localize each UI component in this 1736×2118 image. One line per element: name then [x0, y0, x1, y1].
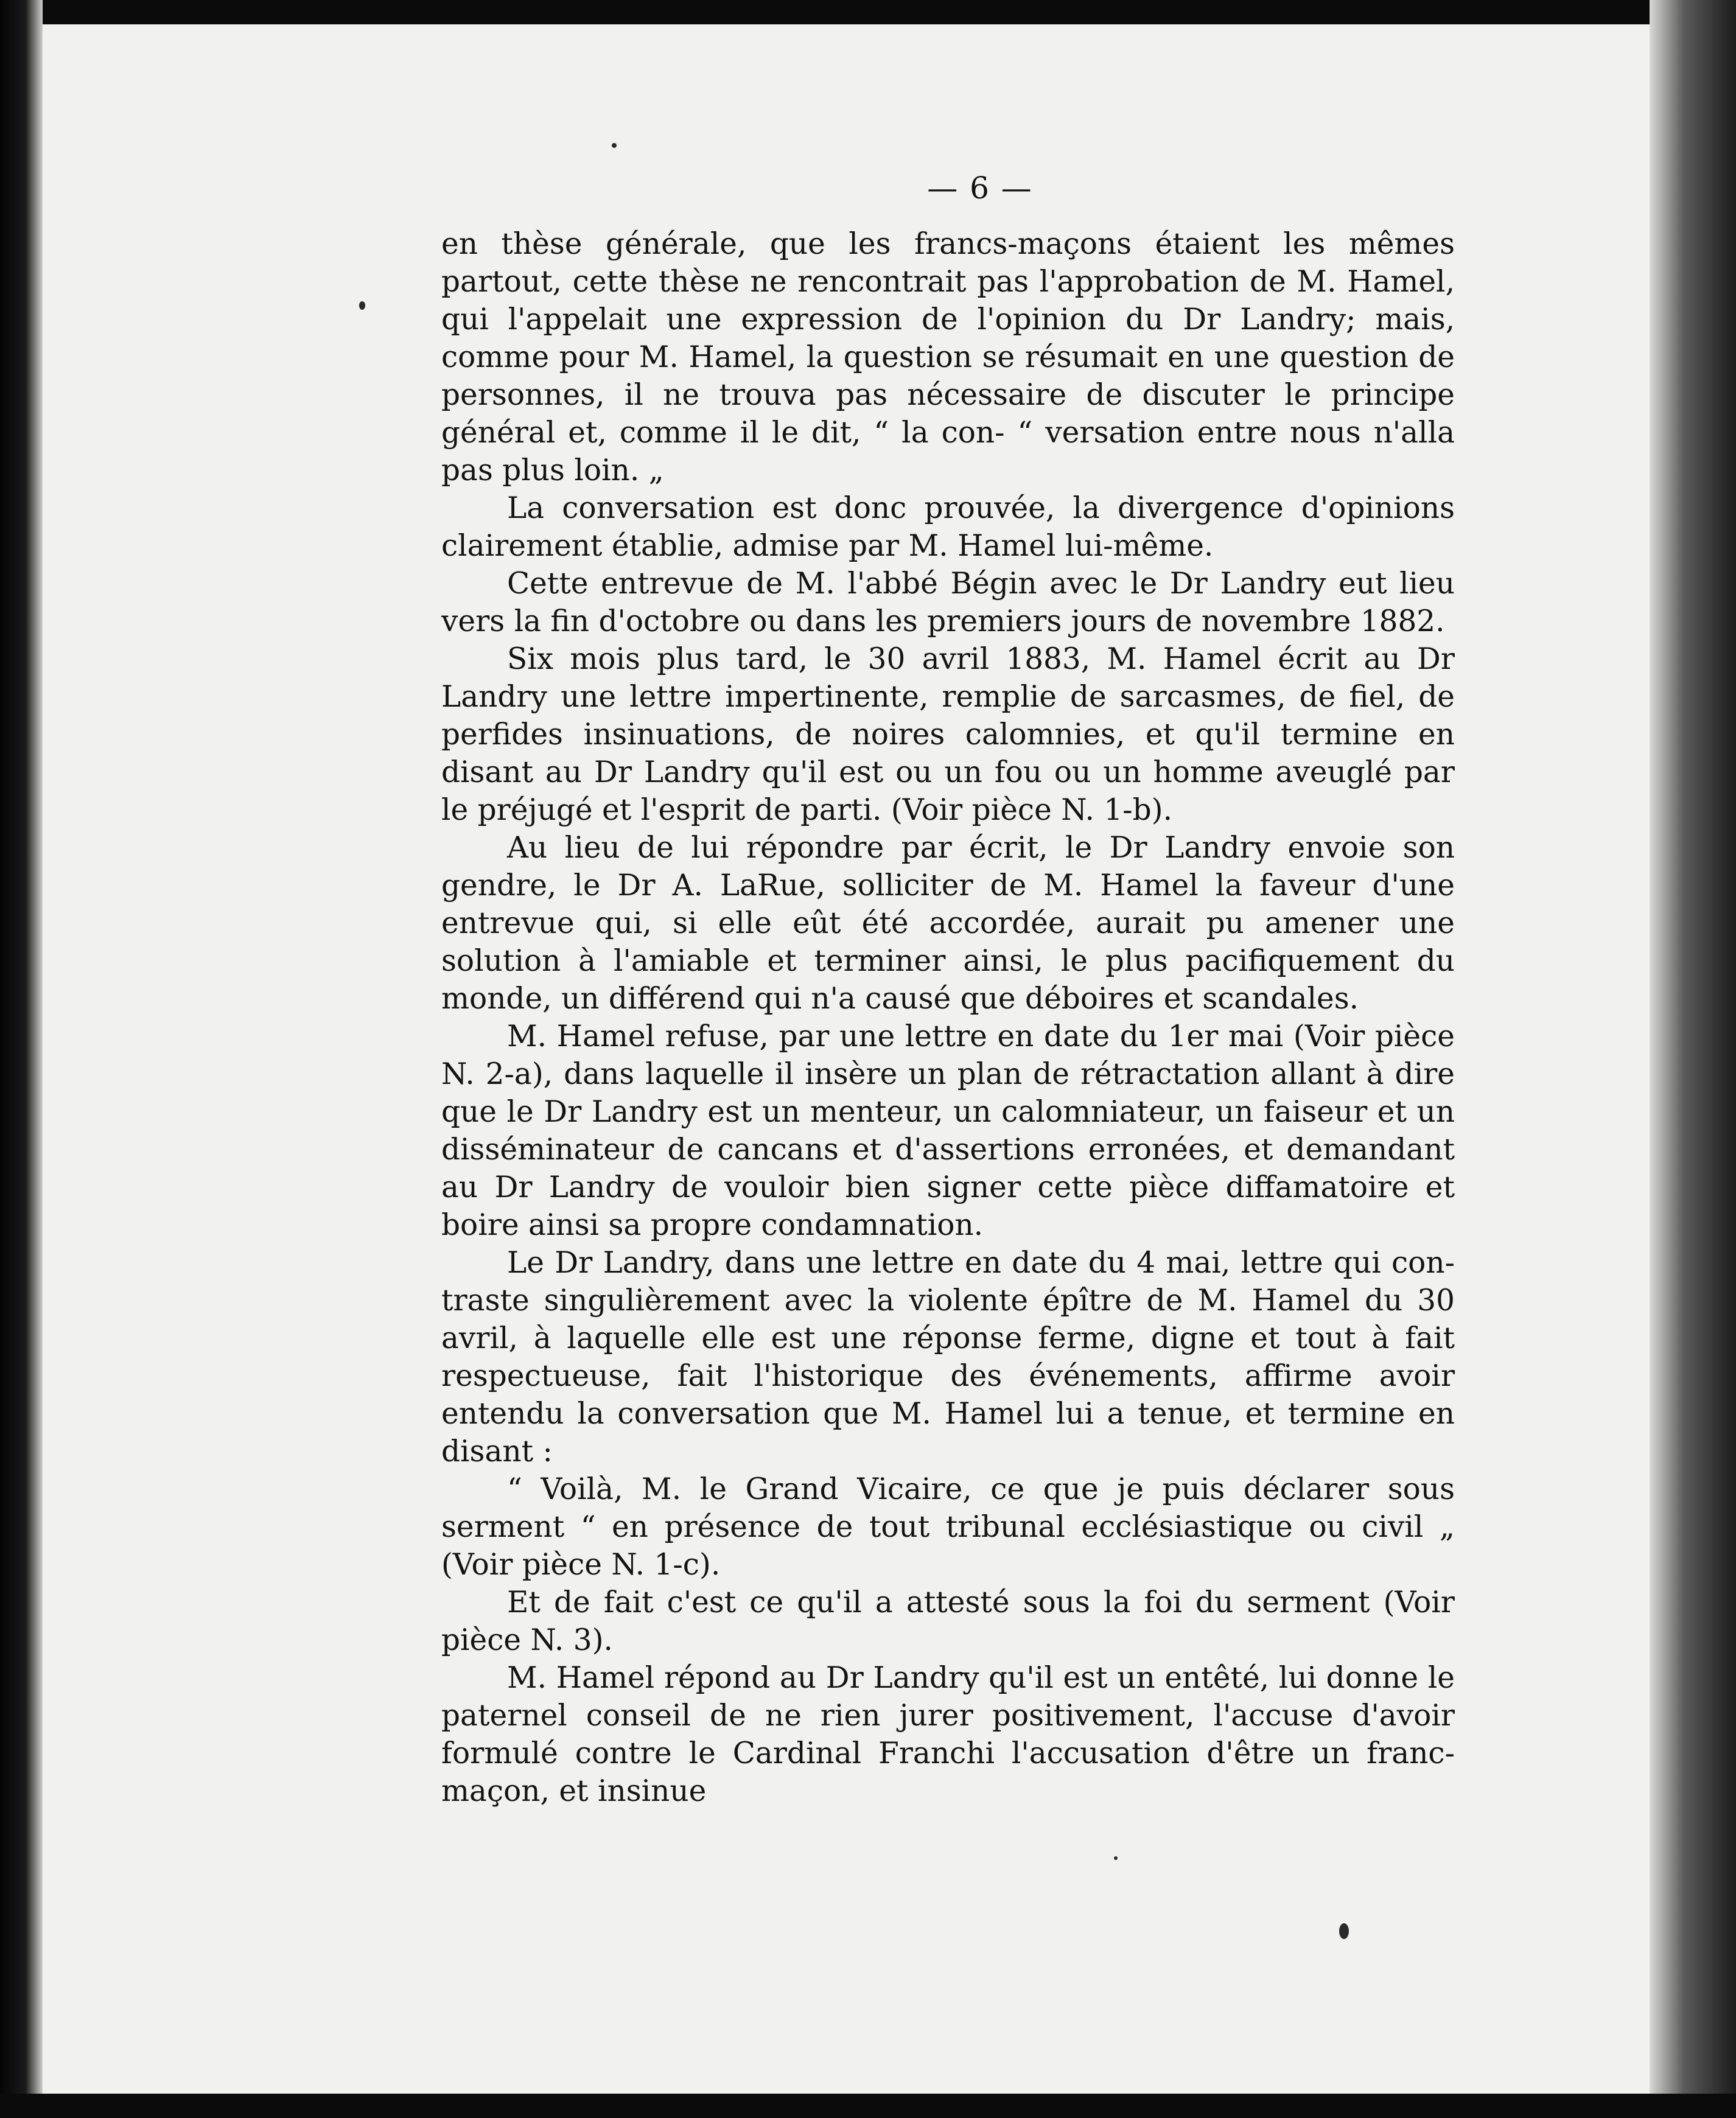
paragraph: Cette entrevue de M. l'abbé Bégin avec le Dr Landry eut lieu vers la fin d'octobre ou dans les premiers jours de novembre 1882.: [441, 567, 1455, 638]
paragraph: Le Dr Landry, dans une lettre en date du 4 mai, lettre qui contraste singulièrement avec la violente épître de M. Hamel du 30 avril, à laquelle elle est une réponse ferme, digne et tout à fait respectueuse, fait l'historique des événements, affirme avoir entendu la conversation que M. Hamel lui a tenue, et termine en disant :: [441, 1246, 1455, 1469]
page-number: — 6 —: [927, 170, 1033, 206]
print-speck: [612, 143, 617, 148]
scan-top-border: [0, 0, 1736, 24]
scan-left-border: [0, 0, 43, 2118]
paragraph: en thèse générale, que les francs-maçons étaient les mêmes partout, cette thèse ne rencontrait pas l'approbation de M. Hamel, qui l'appelait une expression de l'opinion du Dr Landry; mais, comme pour M. Hamel, la question se résumait en une question de personnes, il ne trouva pas nécessaire de discuter le principe général et, comme il le dit, “ la con- “ versation entre nous n'alla pas plus loin. „: [441, 227, 1455, 488]
paragraph: La conversation est donc prouvée, la divergence d'opinions clairement établie, admise par M. Hamel lui-même.: [441, 491, 1455, 563]
print-speck: [359, 301, 365, 310]
paragraph: Et de fait c'est ce qu'il a attesté sous la foi du serment (Voir pièce N. 3).: [441, 1585, 1455, 1657]
scan-right-border: [1650, 0, 1736, 2118]
print-speck: [1114, 1856, 1118, 1860]
paragraph: Six mois plus tard, le 30 avril 1883, M. Hamel écrit au Dr Landry une lettre impertinente, remplie de sarcasmes, de fiel, de perfides insinuations, de noires calomnies, et qu'il termine en disant au Dr Landry qu'il est ou un fou ou un homme aveuglé par le préjugé et l'esprit de parti. (Voir pièce N. 1-b).: [441, 642, 1455, 827]
paragraph: Au lieu de lui répondre par écrit, le Dr Landry envoie son gendre, le Dr A. LaRue, solliciter de M. Hamel la faveur d'une entrevue qui, si elle eût été accordée, aurait pu amener une solution à l'amiable et terminer ainsi, le plus pacifiquement du monde, un différend qui n'a causé que déboires et scandales.: [441, 831, 1455, 1016]
document-body: [441, 225, 1455, 1810]
quoted-paragraph: “ Voilà, M. le Grand Vicaire, ce que je puis déclarer sous serment “ en présence de tout tribunal ecclésiastique ou civil „ (Voir pièce N. 1-c).: [441, 1472, 1455, 1582]
print-speck: [1339, 1923, 1349, 1939]
scan-bottom-border: [0, 2094, 1736, 2118]
paragraph: M. Hamel répond au Dr Landry qu'il est un entêté, lui donne le paternel conseil de ne rien jurer positivement, l'accuse d'avoir formulé contre le Cardinal Franchi l'accusation d'être un franc-maçon, et insinue: [441, 1661, 1455, 1808]
paragraph: M. Hamel refuse, par une lettre en date du 1er mai (Voir pièce N. 2-a), dans laquelle il insère un plan de rétractation allant à dire que le Dr Landry est un menteur, un calomniateur, un faiseur et un disséminateur de cancans et d'assertions erronées, et demandant au Dr Landry de vouloir bien signer cette pièce diffamatoire et boire ainsi sa propre condamnation.: [441, 1019, 1455, 1242]
